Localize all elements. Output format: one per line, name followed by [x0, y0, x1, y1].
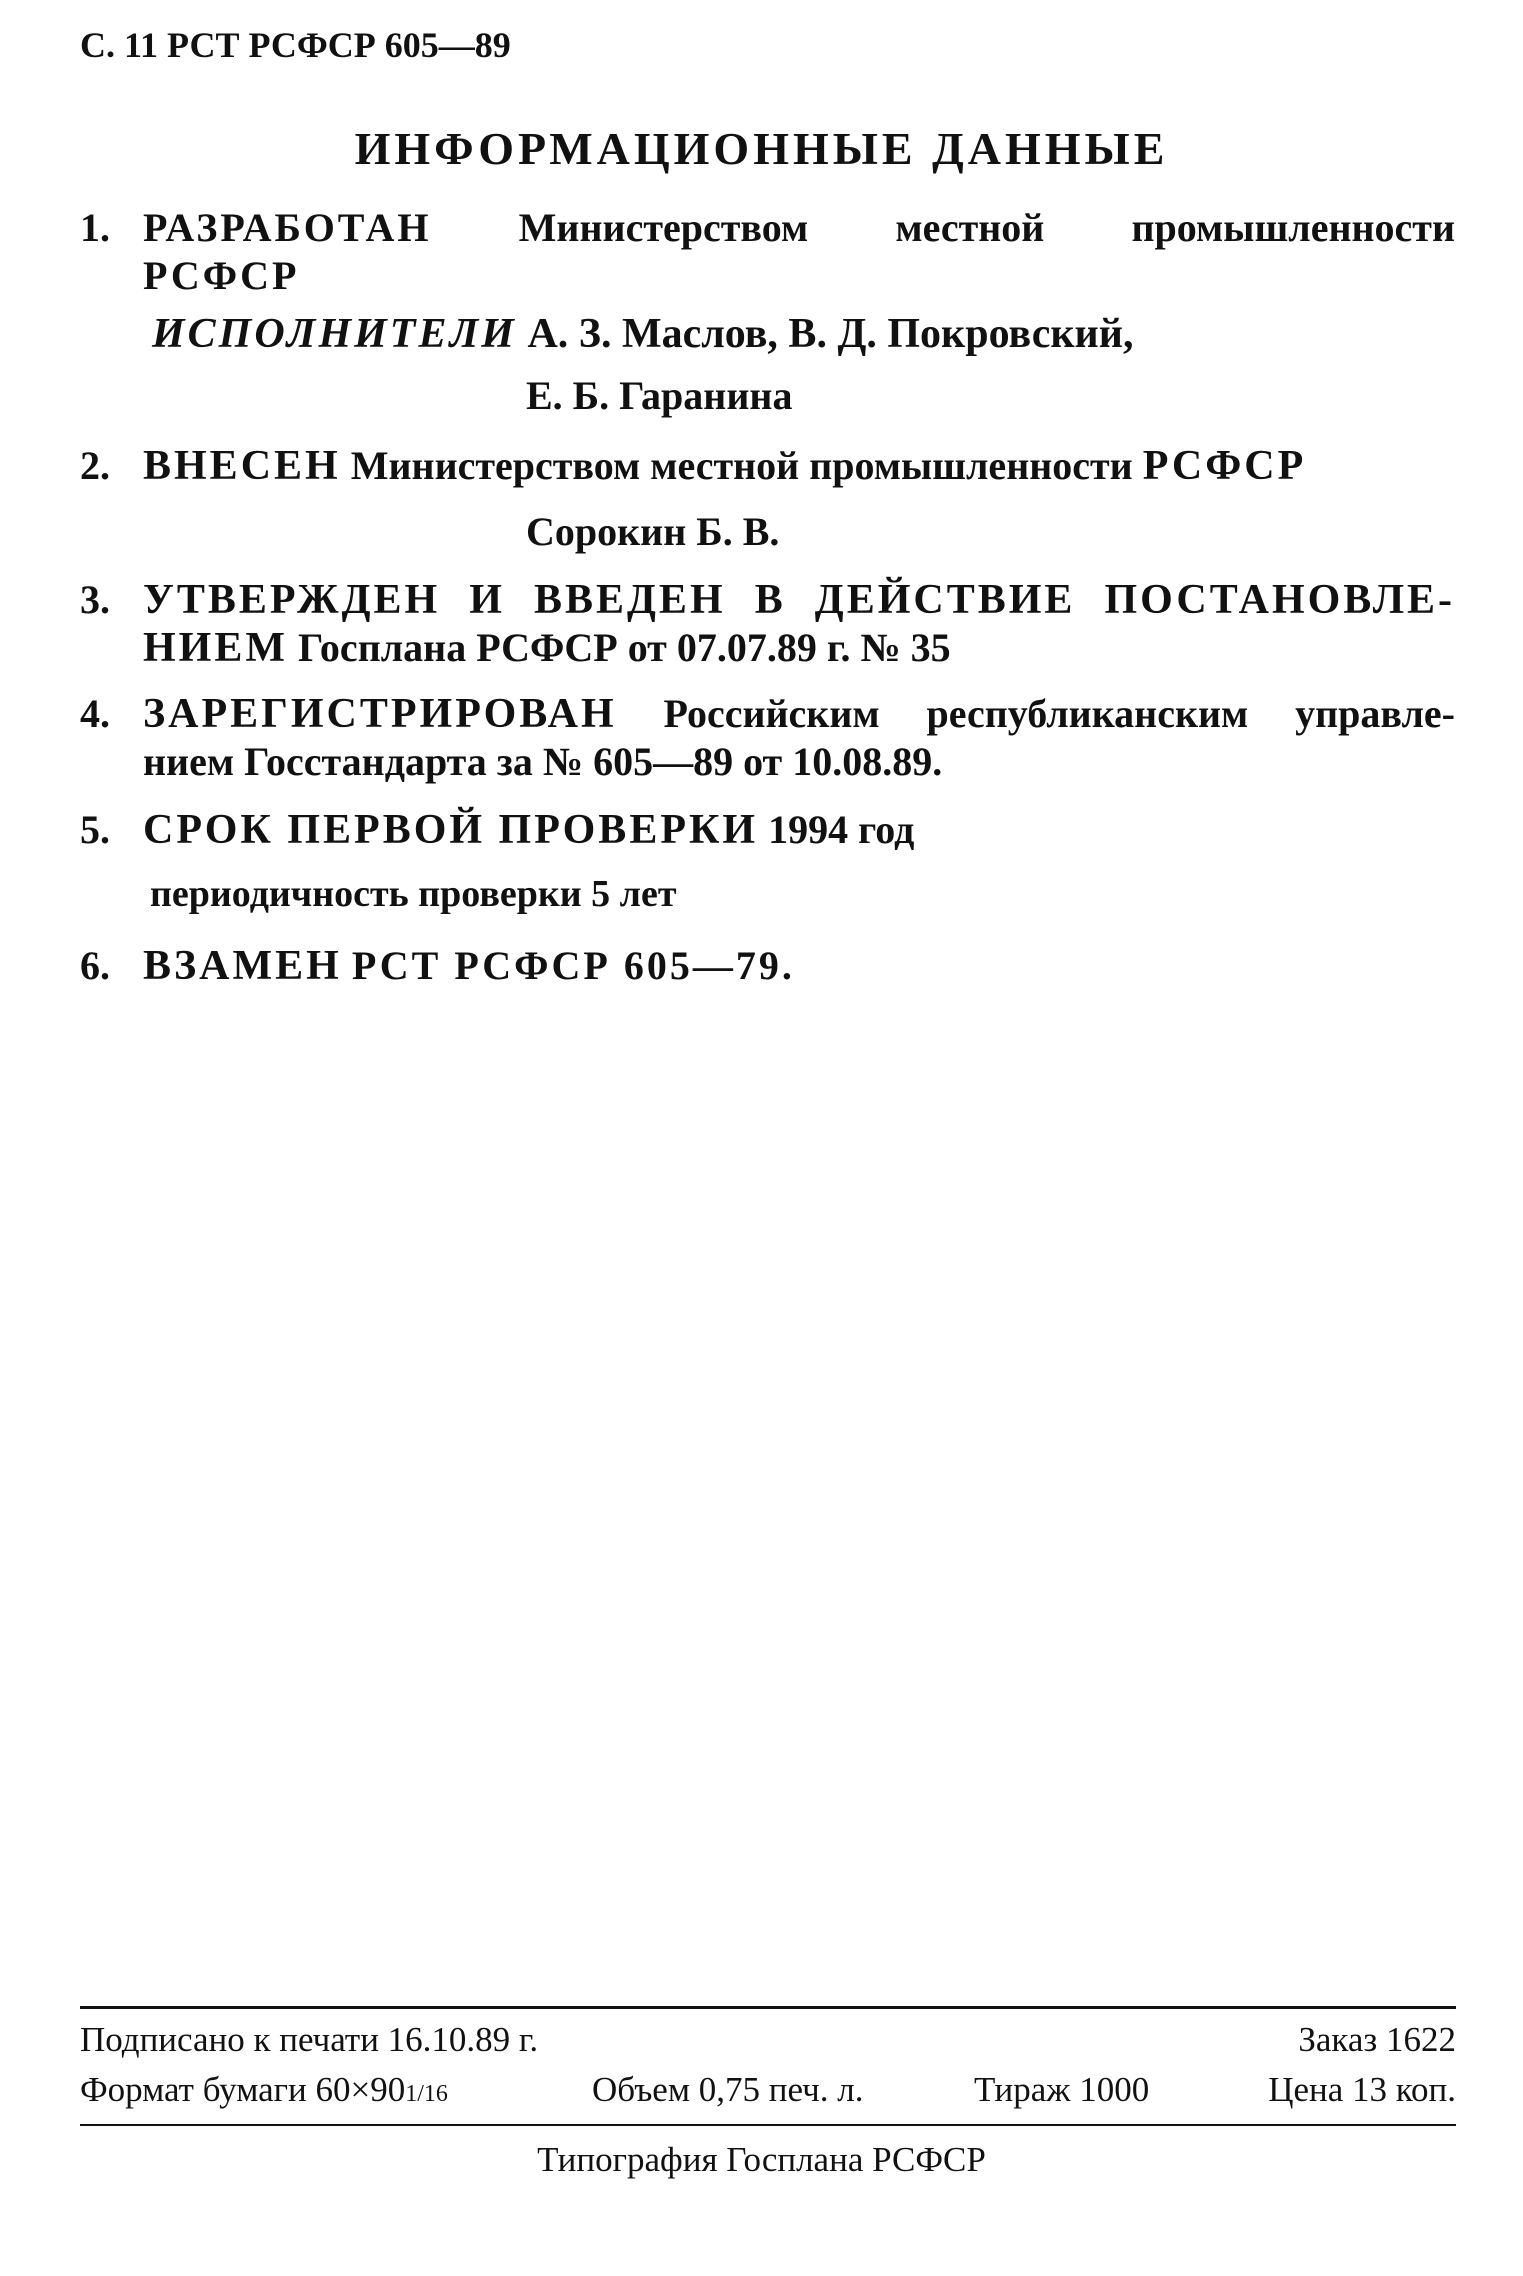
- item-cont-text: Госплана РСФСР от 07.07.89 г. № 35: [298, 625, 951, 670]
- item-lead: СРОК ПЕРВОЙ ПРОВЕРКИ: [143, 807, 759, 853]
- printer-name: Типография Госплана РСФСР: [537, 2140, 986, 2179]
- item-text: Российским республиканским управле-: [663, 691, 1456, 736]
- item-number: 1.: [80, 205, 110, 250]
- item-number: 4.: [80, 691, 110, 736]
- document-title: ИНФОРМАЦИОННЫЕ ДАННЫЕ: [354, 123, 1169, 174]
- item-line: [143, 204, 1455, 252]
- item-text: Министерством местной промышленности: [350, 443, 1133, 488]
- item-number: 6.: [80, 943, 110, 988]
- item-text: РСТ РСФСР 605—79.: [351, 943, 795, 988]
- item-line: УТВЕРЖДЕН И ВВЕДЕН В ДЕЙСТВИЕ ПОСТАНОВЛЕ-: [143, 577, 1455, 623]
- performers-names: А. З. Маслов, В. Д. Покровский,: [527, 311, 1134, 357]
- item-continuation: РСФСР: [143, 253, 300, 298]
- item-line: [143, 442, 1375, 490]
- performers-label: ИСПОЛНИТЕЛИ: [152, 311, 517, 357]
- item-line: [143, 806, 1455, 854]
- item-text: 1994 год: [768, 807, 915, 852]
- item-lead: ВЗАМЕН: [143, 943, 342, 989]
- page-header: С. 11 РСТ РСФСР 605—89: [80, 25, 511, 65]
- footer-rule-bottom: [80, 2124, 1456, 2126]
- order-number: Заказ 1622: [1298, 2020, 1456, 2059]
- footer-rule-top: [80, 2006, 1456, 2009]
- submitter-name: Сорокин Б. В.: [526, 509, 780, 554]
- circulation: Тираж 1000: [974, 2070, 1150, 2109]
- signed-to-print: Подписано к печати 16.10.89 г.: [80, 2020, 539, 2059]
- item-tail: РСФСР: [1142, 443, 1307, 489]
- item-line: [143, 942, 1455, 990]
- list-item: [80, 942, 1455, 1002]
- item-cont-lead: НИЕМ: [143, 625, 288, 671]
- item-number: 3.: [80, 577, 110, 622]
- performers-names-line2: Е. Б. Гаранина: [526, 373, 793, 418]
- paper-format-label: Формат бумаги 60: [80, 2070, 351, 2109]
- list-item: [80, 690, 1455, 790]
- item-lead: ЗАРЕГИСТРИРОВАН: [143, 691, 617, 737]
- paper-format-fraction: 1/16: [405, 2081, 448, 2107]
- item-continuation: нием Госстандарта за № 605—89 от 10.08.89.: [143, 739, 943, 784]
- list-item: [80, 576, 1455, 676]
- print-volume: Объем 0,75 печ. л.: [592, 2070, 864, 2109]
- paper-format-value: 90: [370, 2070, 406, 2109]
- item-text: Министерством местной промышленности: [518, 205, 1456, 250]
- paper-format: [80, 2070, 448, 2110]
- item-number: 2.: [80, 443, 110, 488]
- item-line: [143, 690, 1455, 738]
- review-period: периодичность проверки 5 лет: [150, 873, 677, 915]
- performers-line: [152, 310, 1133, 358]
- item-continuation: [143, 624, 1455, 672]
- item-number: 5.: [80, 807, 110, 852]
- list-item: [80, 806, 1455, 866]
- list-item: [80, 442, 1455, 502]
- item-lead: РАЗРАБОТАН: [143, 205, 432, 250]
- item-lead: ВНЕСЕН: [143, 443, 341, 489]
- times-sign: ×: [350, 2070, 371, 2109]
- price: Цена 13 коп.: [1268, 2070, 1456, 2109]
